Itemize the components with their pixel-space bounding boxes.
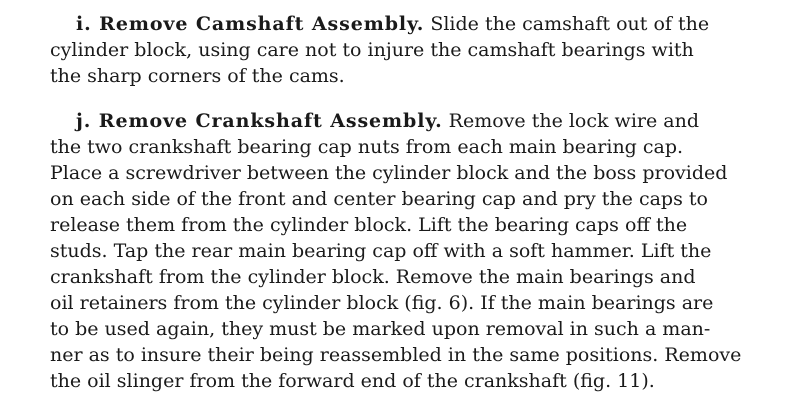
section-i-first-line-text: Slide the camshaft out of the bbox=[430, 13, 710, 35]
section-j-line-8: oil retainers from the cylinder block (fig. 6). If the main bearings are bbox=[50, 292, 714, 314]
section-j-line-11: the oil slinger from the forward end of the crankshaft (fig. 11). bbox=[50, 370, 655, 392]
section-i-line-2: cylinder block, using care not to injure the camshaft bearings with bbox=[50, 39, 694, 61]
section-i-first-line bbox=[76, 11, 709, 37]
section-j-line-10: ner as to insure their being reassembled in the same positions. Remove bbox=[50, 344, 742, 366]
section-j-line-9: to be used again, they must be marked upon removal in such a man- bbox=[50, 318, 711, 340]
section-i-line-3: the sharp corners of the cams. bbox=[50, 65, 345, 87]
section-j-first-line bbox=[76, 108, 699, 134]
section-j-line-3: Place a screwdriver between the cylinder block and the boss provided bbox=[50, 162, 728, 184]
section-j-line-5: release them from the cylinder block. Lift the bearing caps off the bbox=[50, 214, 688, 236]
section-i-heading: i. Remove Camshaft Assembly. bbox=[76, 13, 425, 35]
section-j-line-7: crankshaft from the cylinder block. Remove the main bearings and bbox=[50, 266, 696, 288]
section-j-line-2: the two crankshaft bearing cap nuts from each main bearing cap. bbox=[50, 136, 684, 158]
section-j-line-4: on each side of the front and center bearing cap and pry the caps to bbox=[50, 188, 708, 210]
section-j-heading: j. Remove Crankshaft Assembly. bbox=[76, 110, 443, 132]
section-j-line-6: studs. Tap the rear main bearing cap off with a soft hammer. Lift the bbox=[50, 240, 712, 262]
section-j-first-line-text: Remove the lock wire and bbox=[448, 110, 699, 132]
